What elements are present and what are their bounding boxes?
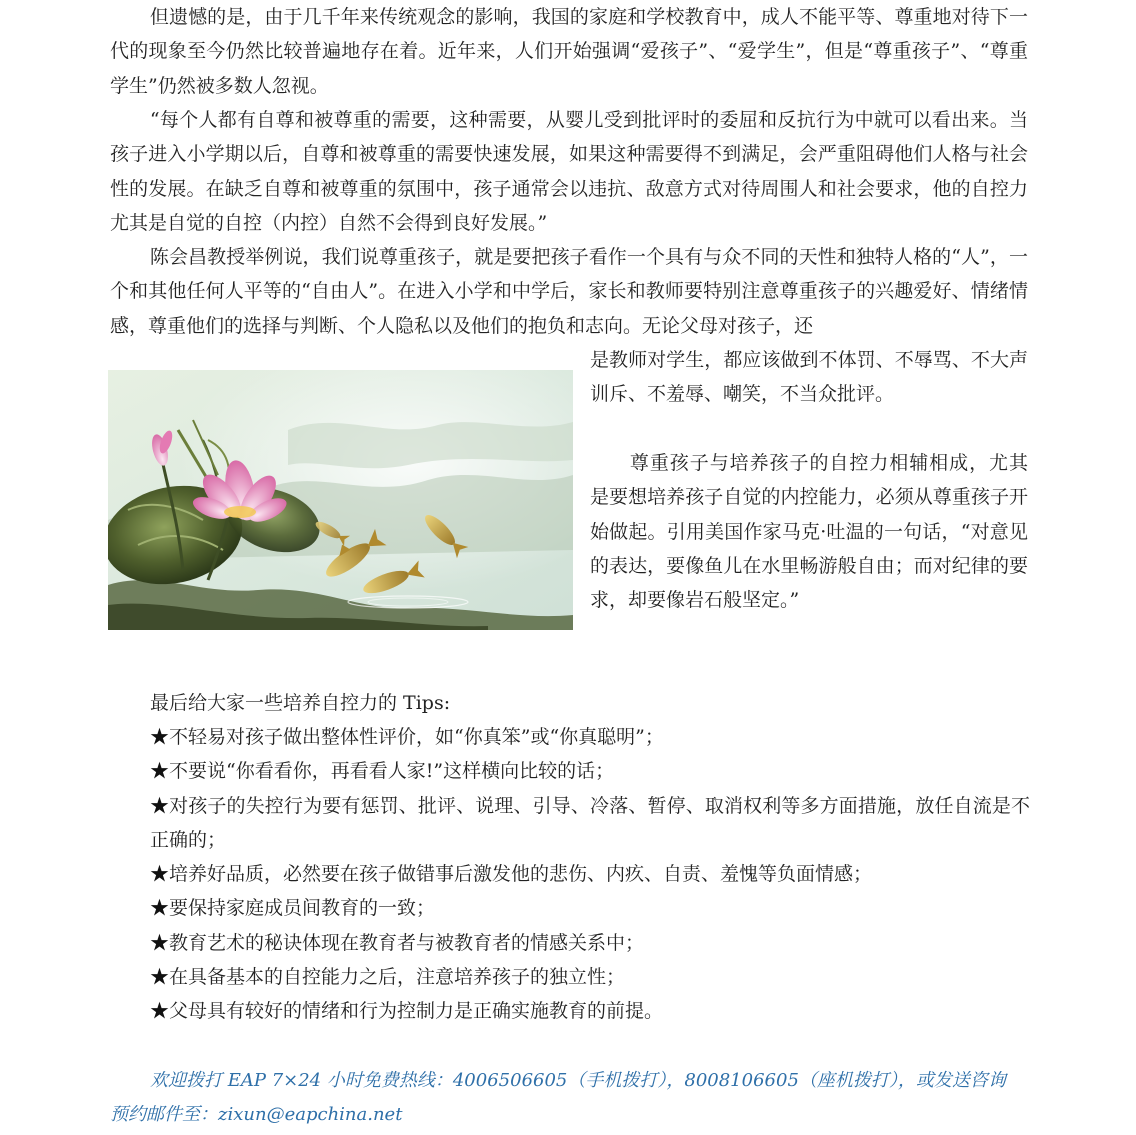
list-item — [150, 720, 1030, 754]
paragraph-4: 尊重孩子与培养孩子的自控力相辅相成，尤其是要想培养孩子自觉的内控能力，必须从尊重孩子开始做起。引用美国作家马克·吐温的一句话，“对意见的表达，要像鱼儿在水里畅游般自由；而对纪律的要求，却要像岩石般坚定。” — [590, 452, 1028, 612]
paragraph-1: 但遗憾的是，由于几千年来传统观念的影响，我国的家庭和学校教育中，成人不能平等、尊重地对待下一代的现象至今仍然比较普遍地存在着。近年来，人们开始强调“爱孩子”、“爱学生”，但是“尊重孩子”、“尊重学生”仍然被多数人忽视。 — [110, 6, 1028, 97]
list-item — [150, 891, 1030, 925]
list-item — [150, 926, 1030, 960]
paragraph-3-continued: 是教师对学生，都应该做到不体罚、不辱骂、不大声训斥、不羞辱、嘲笑，不当众批评。 — [590, 349, 1028, 406]
star-icon: ★ — [150, 1000, 170, 1023]
star-icon: ★ — [150, 863, 170, 886]
star-icon: ★ — [150, 897, 170, 920]
star-icon: ★ — [150, 966, 170, 989]
star-icon: ★ — [150, 726, 170, 748]
list-item — [150, 960, 1030, 994]
tips-list — [150, 720, 1030, 1029]
hotline-footer — [110, 1064, 1030, 1132]
list-item — [150, 857, 1030, 891]
list-item — [150, 789, 1030, 858]
tip-text: 不要说“你看看你，再看看人家!”这样横向比较的话； — [169, 760, 615, 783]
tip-text: 父母具有较好的情绪和行为控制力是正确实施教育的前提。 — [169, 1000, 664, 1023]
tips-title: 最后给大家一些培养自控力的 Tips: — [150, 692, 451, 714]
tip-text: 培养好品质，必然要在孩子做错事后激发他的悲伤、内疚、自责、羞愧等负面情感； — [169, 863, 873, 886]
paragraph-2: “每个人都有自尊和被尊重的需要，这种需要，从婴儿受到批评时的委屈和反抗行为中就可以看出来。当孩子进入小学期以后，自尊和被尊重的需要快速发展，如果这种需要得不到满足，会严重阻碍他们人格与社会性的发展。在缺乏自尊和被尊重的氛围中，孩子通常会以违抗、敌意方式对待周围人和社会要求，他的自控力尤其是自觉的自控（内控）自然不会得到良好发展。” — [110, 109, 1028, 234]
tip-text: 对孩子的失控行为要有惩罚、批评、说理、引导、冷落、暂停、取消权利等多方面措施，放任自流是不正确的； — [150, 794, 1030, 851]
star-icon: ★ — [150, 760, 170, 783]
list-item — [150, 994, 1030, 1028]
tip-text: 不轻易对孩子做出整体性评价，如“你真笨”或“你真聪明”； — [169, 726, 664, 748]
hotline-text: 欢迎拨打 EAP 7×24 小时免费热线：4006506605（手机拨打），8008106605（座机拨打），或发送咨询 — [150, 1070, 1006, 1091]
list-item — [150, 754, 1030, 788]
tip-text: 教育艺术的秘诀体现在教育者与被教育者的情感关系中； — [169, 931, 645, 954]
email-text[interactable]: 预约邮件至：zixun@eapchina.net — [110, 1104, 403, 1125]
star-icon: ★ — [150, 794, 170, 817]
star-icon: ★ — [150, 931, 170, 954]
tip-text: 在具备基本的自控能力之后，注意培养孩子的独立性； — [169, 966, 626, 989]
lotus-koi-painting — [108, 370, 573, 630]
tip-text: 要保持家庭成员间教育的一致； — [169, 897, 436, 920]
paragraph-3: 陈会昌教授举例说，我们说尊重孩子，就是要把孩子看作一个具有与众不同的天性和独特人格的“人”，一个和其他任何人平等的“自由人”。在进入小学和中学后，家长和教师要特别注意尊重孩子的兴趣爱好、情绪情感，尊重他们的选择与判断、个人隐私以及他们的抱负和志向。无论父母对孩子，还 — [110, 246, 1028, 337]
